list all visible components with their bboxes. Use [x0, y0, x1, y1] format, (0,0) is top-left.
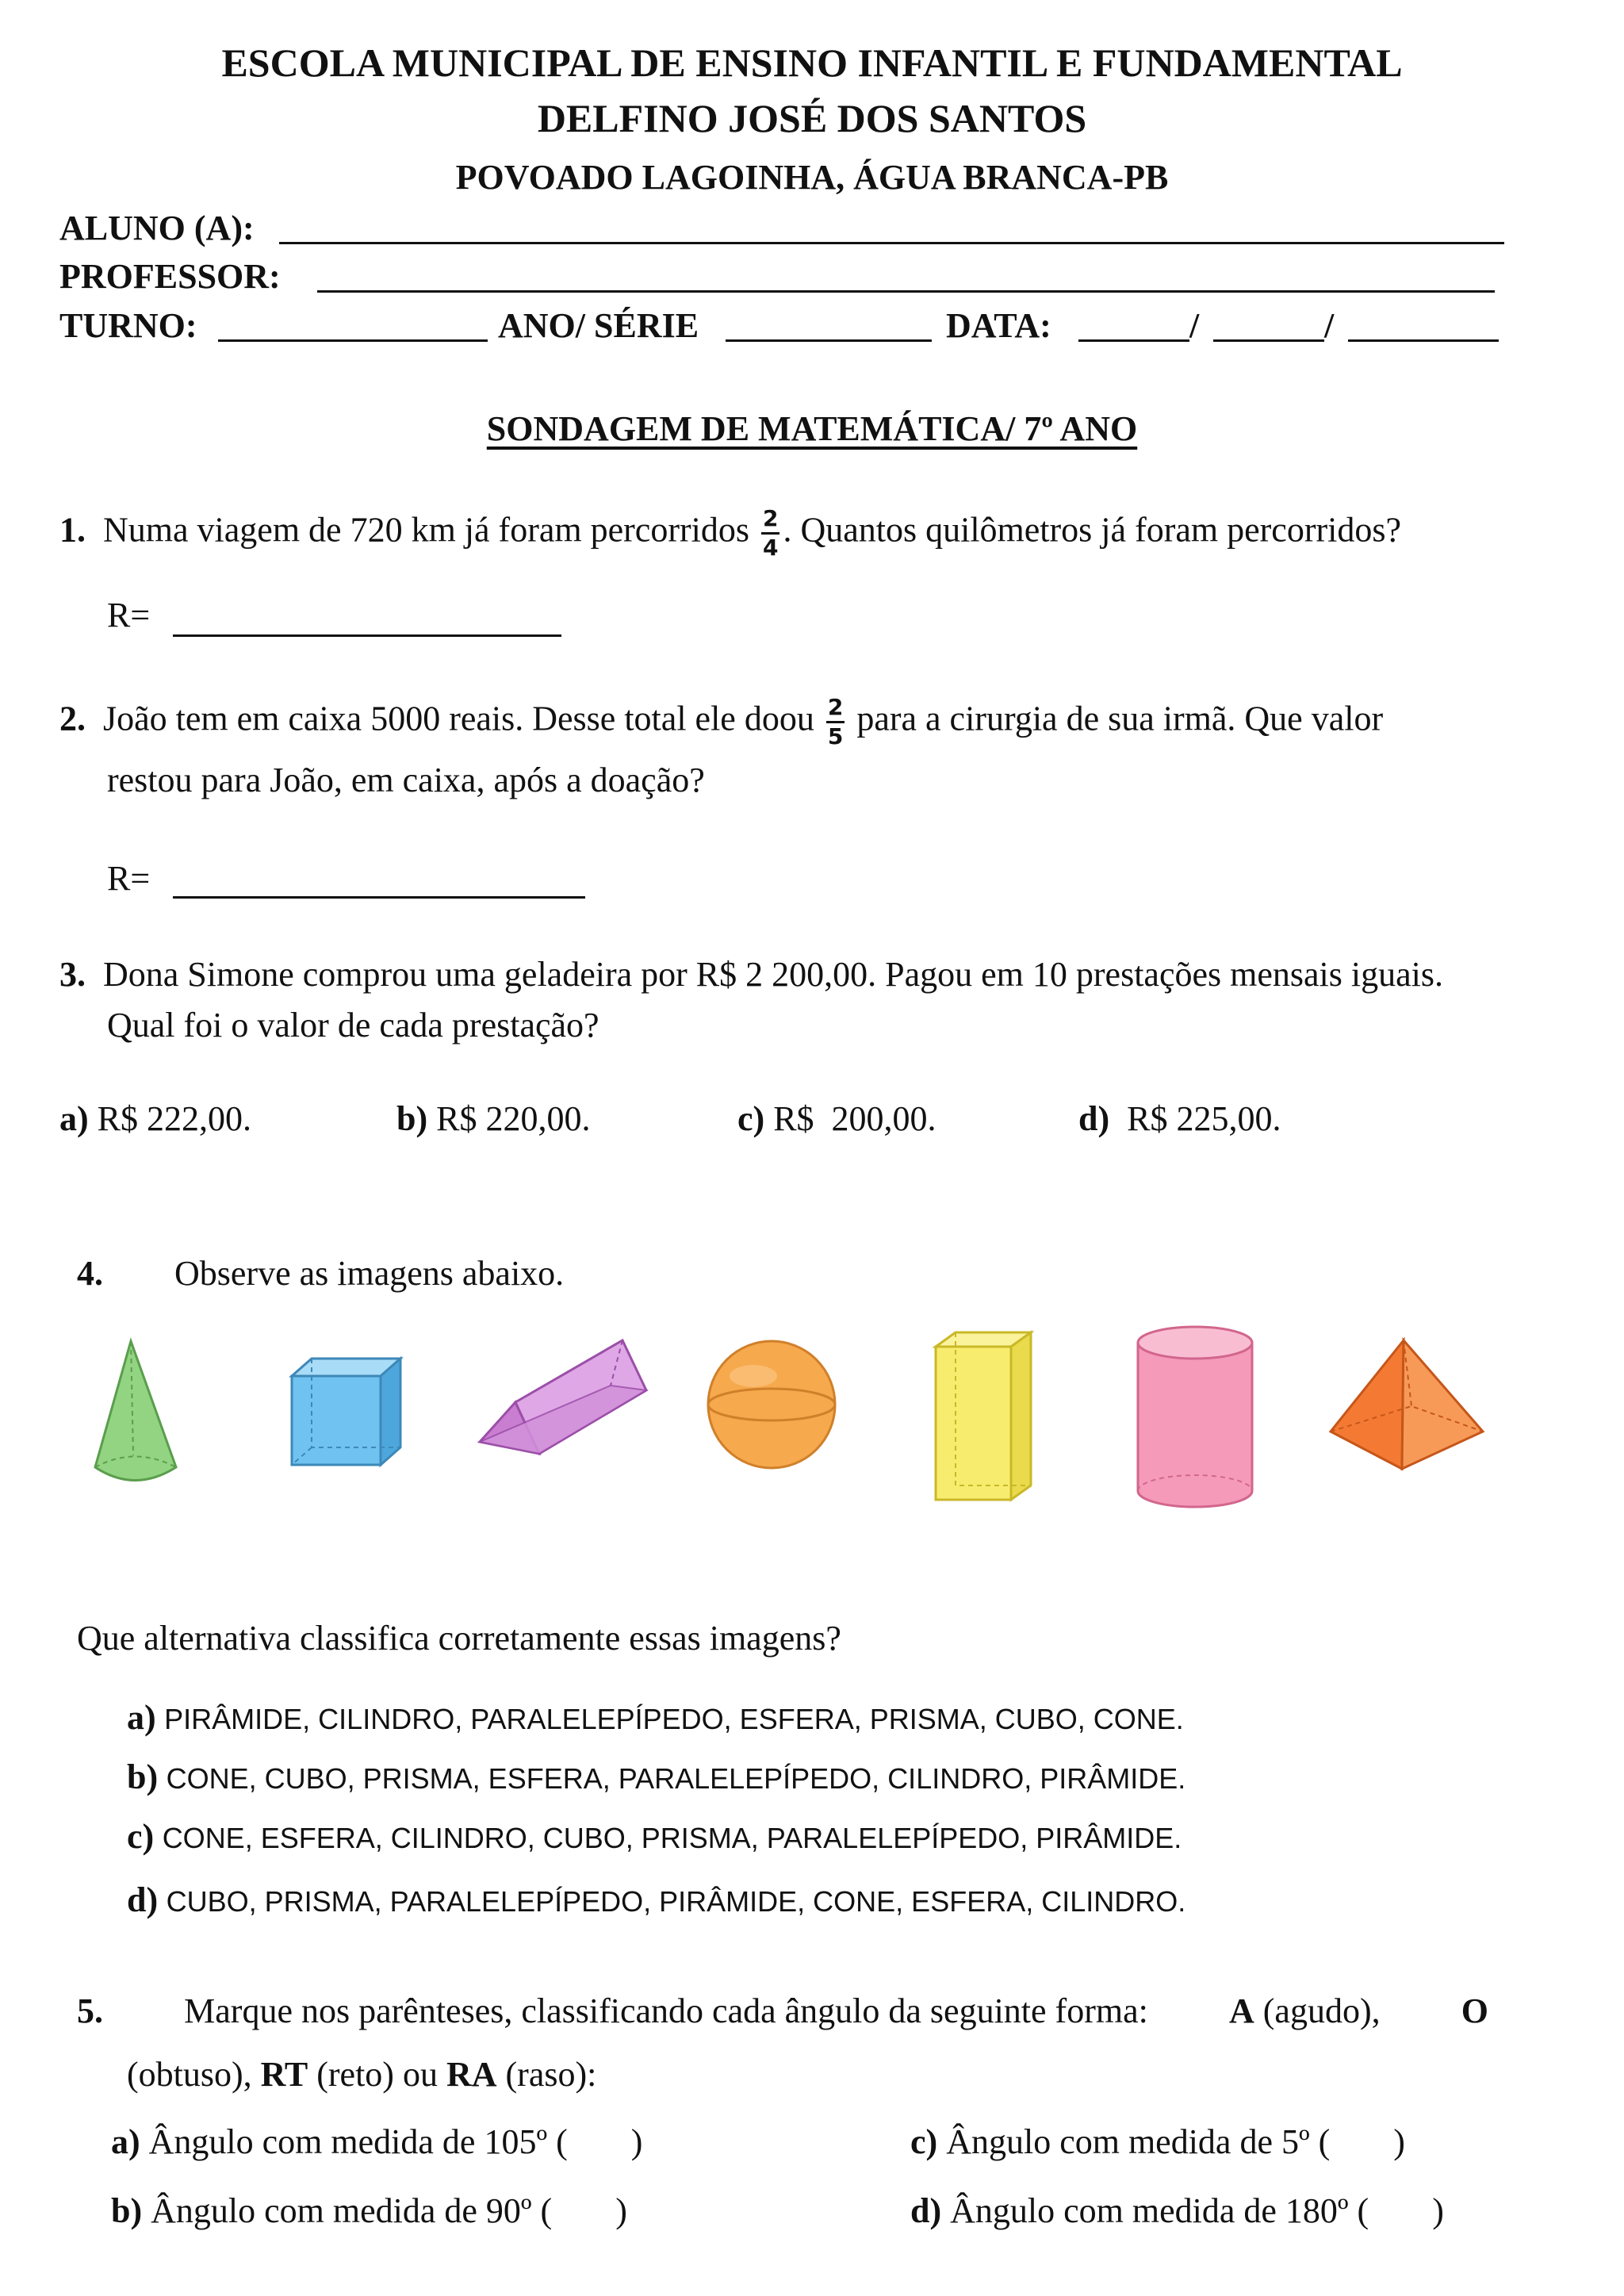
- date-slash-1: /: [1189, 306, 1200, 345]
- cylinder-icon: [1138, 1327, 1252, 1507]
- sphere-icon: [708, 1341, 835, 1468]
- option-letter: d): [1078, 1099, 1110, 1138]
- option-letter: b): [127, 1757, 159, 1796]
- question-3-line2: Qual foi o valor de cada prestação?: [107, 1006, 599, 1045]
- option-text: CONE, CUBO, PRISMA, ESFERA, PARALELEPÍPEDO, CILINDRO, PIRÂMIDE.: [166, 1762, 1186, 1795]
- professor-label: PROFESSOR:: [59, 257, 281, 296]
- question-5-item-b[interactable]: [111, 2191, 627, 2231]
- question-3-option-c[interactable]: [737, 1098, 936, 1139]
- option-text: R$ 220,00.: [436, 1099, 591, 1138]
- option-letter: c): [737, 1099, 765, 1138]
- question-1-fraction: [761, 505, 779, 561]
- question-2-answer-field[interactable]: [173, 896, 585, 899]
- code-o: O: [1461, 1991, 1488, 2030]
- school-name-line2: DELFINO JOSÉ DOS SANTOS: [537, 96, 1087, 140]
- code-a: A: [1228, 1991, 1254, 2030]
- option-letter: c): [127, 1817, 155, 1856]
- item-text: Ângulo com medida de 90º (: [151, 2191, 553, 2230]
- question-4-option-b[interactable]: [127, 1757, 1185, 1797]
- question-2-line2: restou para João, em caixa, após a doação?: [107, 761, 705, 799]
- ano-serie-label: ANO/ SÉRIE: [498, 306, 699, 345]
- number: 4.: [77, 1254, 103, 1293]
- question-3-option-b[interactable]: [396, 1098, 590, 1139]
- pyramid-icon: [1331, 1340, 1483, 1469]
- date-slash-2: /: [1324, 306, 1335, 345]
- question-5-agudo: [1229, 1991, 1381, 2031]
- question-5-item-d[interactable]: [910, 2191, 1444, 2231]
- question-2-number: 2.: [59, 699, 86, 738]
- question-3-number: 3.: [59, 955, 86, 994]
- data-year-field[interactable]: [1348, 339, 1499, 342]
- question-2-answer-label: R=: [107, 859, 151, 898]
- triangular-prism-icon: [480, 1340, 646, 1454]
- data-label: DATA:: [946, 306, 1051, 345]
- question-1-answer-field[interactable]: [173, 634, 561, 637]
- item-text: Ângulo com medida de 105º (: [148, 2122, 568, 2161]
- question-3-option-d[interactable]: [1078, 1098, 1281, 1139]
- test-title: SONDAGEM DE MATEMÁTICA/ 7º ANO: [486, 409, 1138, 448]
- fraction-numerator: 2: [826, 696, 845, 723]
- option-letter: b): [396, 1099, 428, 1138]
- cube-icon: [292, 1359, 400, 1465]
- item-letter: d): [910, 2191, 942, 2230]
- fraction-denominator: 4: [762, 535, 779, 561]
- question-1-number: 1.: [59, 510, 86, 550]
- rectangular-prism-icon: [936, 1332, 1031, 1500]
- item-letter: c): [910, 2122, 938, 2161]
- close-paren: ): [630, 2122, 643, 2161]
- fraction-numerator: 2: [761, 508, 779, 535]
- data-month-field[interactable]: [1213, 339, 1324, 342]
- option-letter: a): [59, 1099, 89, 1138]
- data-day-field[interactable]: [1078, 339, 1189, 342]
- question-3: [59, 954, 1443, 995]
- fraction-denominator: 5: [827, 723, 844, 749]
- question-4-option-d[interactable]: [127, 1880, 1185, 1920]
- question-1-text-before: Numa viagem de 720 km já foram percorridos: [103, 510, 749, 550]
- question-4-question: Que alternativa classifica corretamente essas imagens?: [77, 1619, 841, 1658]
- close-paren: ): [1393, 2122, 1405, 2161]
- question-3-line1: Dona Simone comprou uma geladeira por R$ 2 200,00. Pagou em 10 prestações mensais iguais.: [103, 955, 1443, 994]
- question-2: [59, 696, 1383, 748]
- question-5-line2: [127, 2054, 596, 2095]
- item-letter: a): [111, 2122, 140, 2161]
- question-4-option-c[interactable]: [127, 1816, 1182, 1857]
- question-2-text-after: para a cirurgia de sua irmã. Que valor: [856, 699, 1384, 738]
- question-4-option-a[interactable]: [127, 1697, 1184, 1738]
- option-text: R$ 200,00.: [773, 1099, 936, 1138]
- code-rt: RT: [260, 2055, 308, 2094]
- option-letter: d): [127, 1880, 159, 1919]
- label-obtuso: (obtuso),: [127, 2055, 252, 2094]
- label-reto: (reto) ou: [316, 2055, 438, 2094]
- code-ra: RA: [446, 2055, 497, 2094]
- ano-serie-field[interactable]: [726, 339, 932, 342]
- question-5-text: Marque nos parênteses, classificando cada ângulo da seguinte forma:: [184, 1991, 1148, 2030]
- question-1-text-after: . Quantos quilômetros já foram percorridos?: [783, 510, 1402, 550]
- question-5-number: 5.: [77, 1991, 103, 2030]
- option-text: CONE, ESFERA, CILINDRO, CUBO, PRISMA, PARALELEPÍPEDO, PIRÂMIDE.: [162, 1822, 1182, 1854]
- item-text: Ângulo com medida de 5º (: [946, 2122, 1331, 2161]
- question-2-text-before: João tem em caixa 5000 reais. Desse total ele doou: [103, 699, 814, 738]
- school-location: POVOADO LAGOINHA, ÁGUA BRANCA-PB: [455, 158, 1169, 197]
- close-paren: ): [615, 2191, 627, 2230]
- turno-field[interactable]: [218, 339, 488, 342]
- item-text: Ângulo com medida de 180º (: [950, 2191, 1369, 2230]
- option-text: PIRÂMIDE, CILINDRO, PARALELEPÍPEDO, ESFERA, PRISMA, CUBO, CONE.: [164, 1703, 1184, 1735]
- label-agudo: (agudo),: [1262, 1991, 1381, 2030]
- close-paren: ): [1432, 2191, 1444, 2230]
- professor-field[interactable]: [317, 290, 1495, 293]
- question-5-item-c[interactable]: [910, 2122, 1405, 2162]
- option-text: CUBO, PRISMA, PARALELEPÍPEDO, PIRÂMIDE, CONE, ESFERA, CILINDRO.: [166, 1885, 1186, 1918]
- question-1-answer-label: R=: [107, 596, 151, 634]
- question-4-number: [77, 1253, 103, 1294]
- turno-label: TURNO:: [59, 306, 197, 345]
- school-name-line1: ESCOLA MUNICIPAL DE ENSINO INFANTIL E FUNDAMENTAL: [221, 40, 1403, 85]
- label-raso: (raso):: [505, 2055, 597, 2094]
- item-letter: b): [111, 2191, 143, 2230]
- question-1: [59, 505, 1402, 561]
- option-letter: a): [127, 1698, 156, 1737]
- question-5-line1: [77, 1991, 1488, 2031]
- aluno-field[interactable]: [279, 242, 1504, 244]
- question-4-intro: Observe as imagens abaixo.: [174, 1254, 565, 1293]
- question-2-fraction: [826, 696, 845, 748]
- geometric-shapes-image: [0, 1313, 1624, 1550]
- option-text: R$ 225,00.: [1127, 1099, 1281, 1138]
- option-text: R$ 222,00.: [97, 1099, 252, 1138]
- aluno-label: ALUNO (A):: [59, 209, 255, 247]
- question-3-option-a[interactable]: [59, 1098, 251, 1139]
- cone-icon: [95, 1341, 176, 1481]
- question-5-item-a[interactable]: [111, 2122, 642, 2162]
